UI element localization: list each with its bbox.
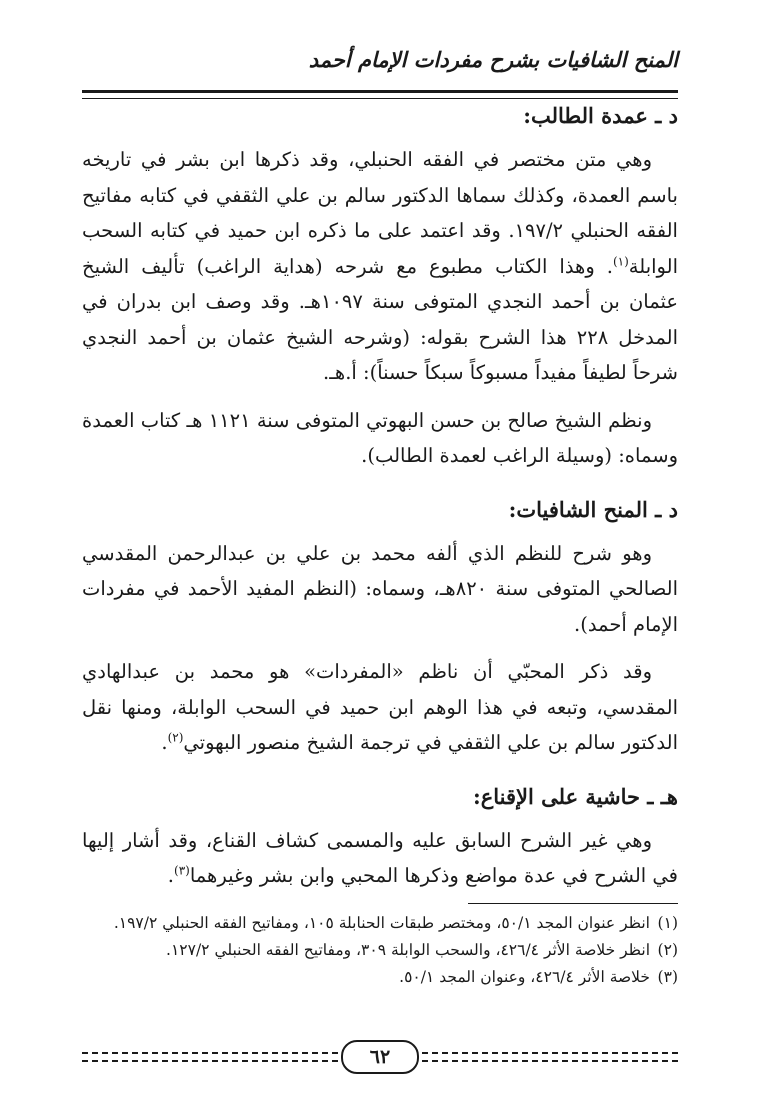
footnote xyxy=(82,910,678,937)
footnotes xyxy=(82,910,678,991)
paragraph-text: وقد ذكر المحبّي أن ناظم «المفردات» هو محمد بن عبدالهادي المقدسي، وتبعه في هذا الوهم ابن حميد في السحب الوابلة، ومنها نقل الدكتور سالم بن علي الثقفي في ترجمة الشيخ منصور البهوتي xyxy=(82,660,678,754)
section-heading: د ـ عمدة الطالب: xyxy=(523,103,678,128)
section-heading: هـ ـ حاشية على الإقناع: xyxy=(472,783,678,809)
footnote-ref: (٣) xyxy=(174,863,190,878)
paragraph-text: ونظم الشيخ صالح بن حسن البهوتي المتوفى سنة ١١٢١ هـ كتاب العمدة وسماه: (وسيلة الراغب لعمدة الطالب). xyxy=(82,408,678,467)
paragraph-text: . xyxy=(167,864,174,887)
footnote-number: (١) xyxy=(657,914,678,932)
footnote xyxy=(82,964,678,991)
running-header-title: المنح الشافيات بشرح مفردات الإمام أحمد xyxy=(308,47,678,72)
footnote-separator xyxy=(468,903,678,904)
page-footer xyxy=(82,1038,678,1078)
main-text xyxy=(82,98,678,912)
paragraph xyxy=(82,142,678,391)
footnote xyxy=(82,937,678,964)
paragraph-text: وهو شرح للنظم الذي ألفه محمد بن علي بن عبدالرحمن المقدسي الصالحي المتوفى سنة ٨٢٠هـ، وسماه: (النظم المفيد الأحمد في مفردات الإمام أحمد). xyxy=(82,541,678,636)
footnote-text: انظر خلاصة الأثر ٤٢٦/٤، والسحب الوابلة ٣٠٩، ومفاتيح الفقه الحنبلي ١٢٧/٢. xyxy=(166,941,650,959)
footnote-number: (٣) xyxy=(657,968,678,986)
paragraph-text: وهي متن مختصر في الفقه الحنبلي، وقد ذكرها ابن بشر في تاريخه باسم العمدة، وكذلك سماها الدكتور سالم بن علي الثقفي في كتابه مفاتيح الفقه الحنبلي ١٩٧/٢. وقد اعتمد على ما ذكره ابن حميد في كتابه السحب الوابلة xyxy=(82,148,678,278)
page-number: ٦٢ xyxy=(341,1040,419,1074)
paragraph-text: . وهذا الكتاب مطبوع مع شرحه (هداية الراغب) تأليف الشيخ عثمان بن أحمد النجدي المتوفى سنة ١٠٩٧هـ. وقد وصف ابن بدران في المدخل ٢٢٨ هذا الشرح بقوله: (وشرحه الشيخ عثمان بن أحمد النجدي شرحاً لطيفاً مفيداً مسبوكاً سبكاً حسناً): أ.هـ. xyxy=(82,254,679,384)
paragraph xyxy=(82,823,678,894)
section-heading: د ـ المنح الشافيات: xyxy=(508,496,678,522)
paragraph-text: . xyxy=(161,731,168,754)
header-rule-thick xyxy=(82,90,678,93)
paragraph xyxy=(82,536,678,643)
footnote-number: (٢) xyxy=(657,941,678,959)
section-hashiya-al-iqna xyxy=(82,779,678,894)
paragraph xyxy=(82,403,678,474)
footnote-ref: (٢) xyxy=(167,730,184,745)
paragraph xyxy=(82,654,678,761)
section-umdat-al-talib xyxy=(82,98,678,474)
footnote-ref: (١) xyxy=(612,254,629,268)
footnote-text: انظر عنوان المجد ٥٠/١، ومختصر طبقات الحنابلة ١٠٥، ومفاتيح الفقه الحنبلي ١٩٧/٢. xyxy=(113,914,650,932)
footnote-text: خلاصة الأثر ٤٢٦/٤، وعنوان المجد ٥٠/١. xyxy=(399,968,650,986)
paragraph-text: وهي غير الشرح السابق عليه والمسمى كشاف القناع، وقد أشار إليها في الشرح في عدة مواضع وذكرها المحبي وابن بشر وغيرهما xyxy=(82,828,678,887)
section-al-minah-al-shafiyat xyxy=(82,492,678,761)
